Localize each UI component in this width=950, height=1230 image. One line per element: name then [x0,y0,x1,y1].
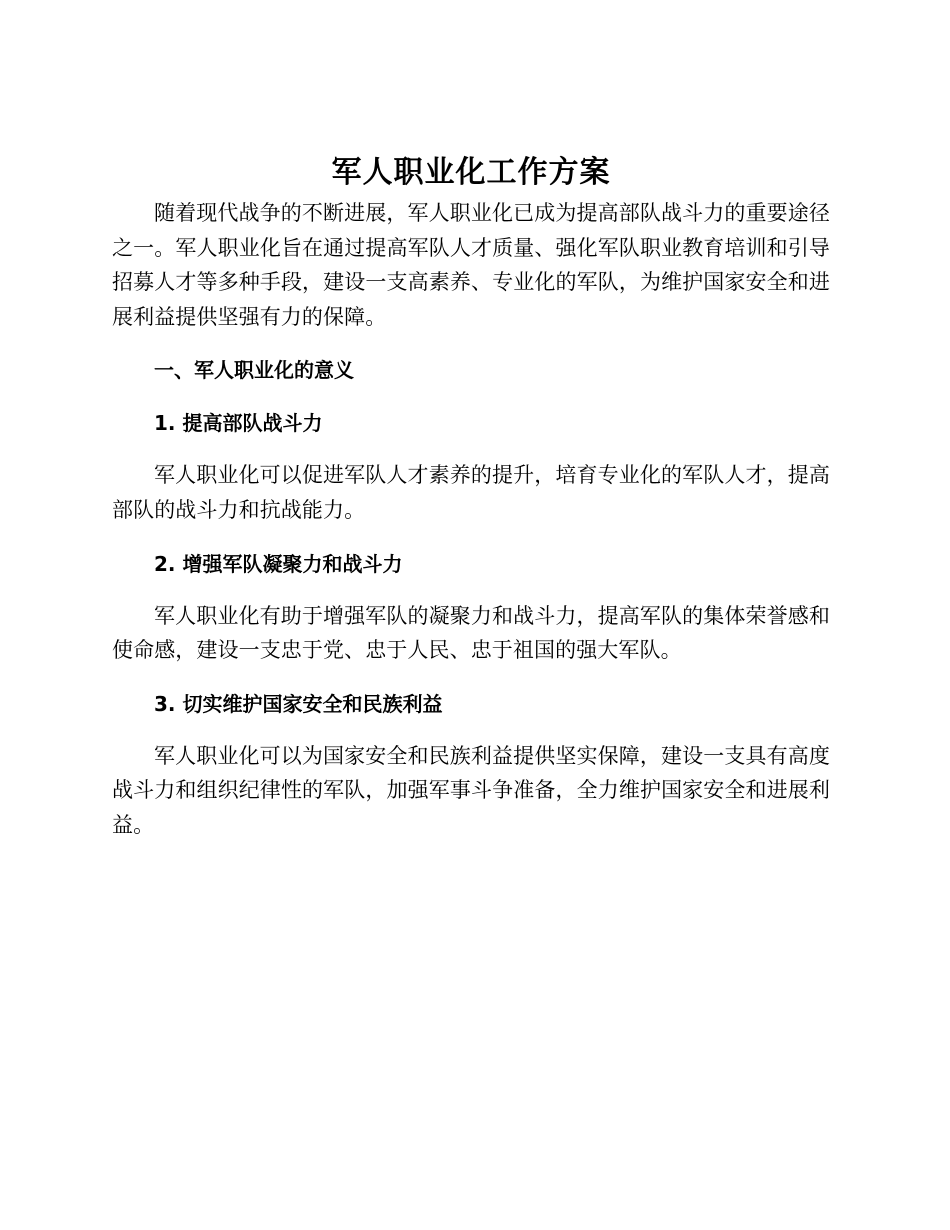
section-heading: 一、军人职业化的意义 [154,358,354,383]
intro-paragraph: 随着现代战争的不断进展，军人职业化已成为提高部队战斗力的重要途径之一。军人职业化旨在通过提高军队人才质量、强化军队职业教育培训和引导招募人才等多种手段，建设一支高素养、专业化的军队，为维护国家安全和进展利益提供坚强有力的保障。 [112,201,830,329]
item-body-3: 军人职业化可以为国家安全和民族利益提供坚实保障，建设一支具有高度战斗力和组织纪律性的军队，加强军事斗争准备，全力维护国家安全和进展利益。 [112,743,830,837]
document-title: 军人职业化工作方案 [331,155,611,190]
item-body-2: 军人职业化有助于增强军队的凝聚力和战斗力，提高军队的集体荣誉感和使命感，建设一支忠于党、忠于人民、忠于祖国的强大军队。 [112,603,830,663]
item-heading-2: 2. 增强军队凝聚力和战斗力 [154,551,403,576]
item-heading-3: 3. 切实维护国家安全和民族利益 [154,691,443,716]
item-heading-1: 1. 提高部队战斗力 [154,411,323,436]
document-page [112,150,830,843]
item-body-1: 军人职业化可以促进军队人才素养的提升，培育专业化的军队人才，提高部队的战斗力和抗战能力。 [112,463,830,522]
